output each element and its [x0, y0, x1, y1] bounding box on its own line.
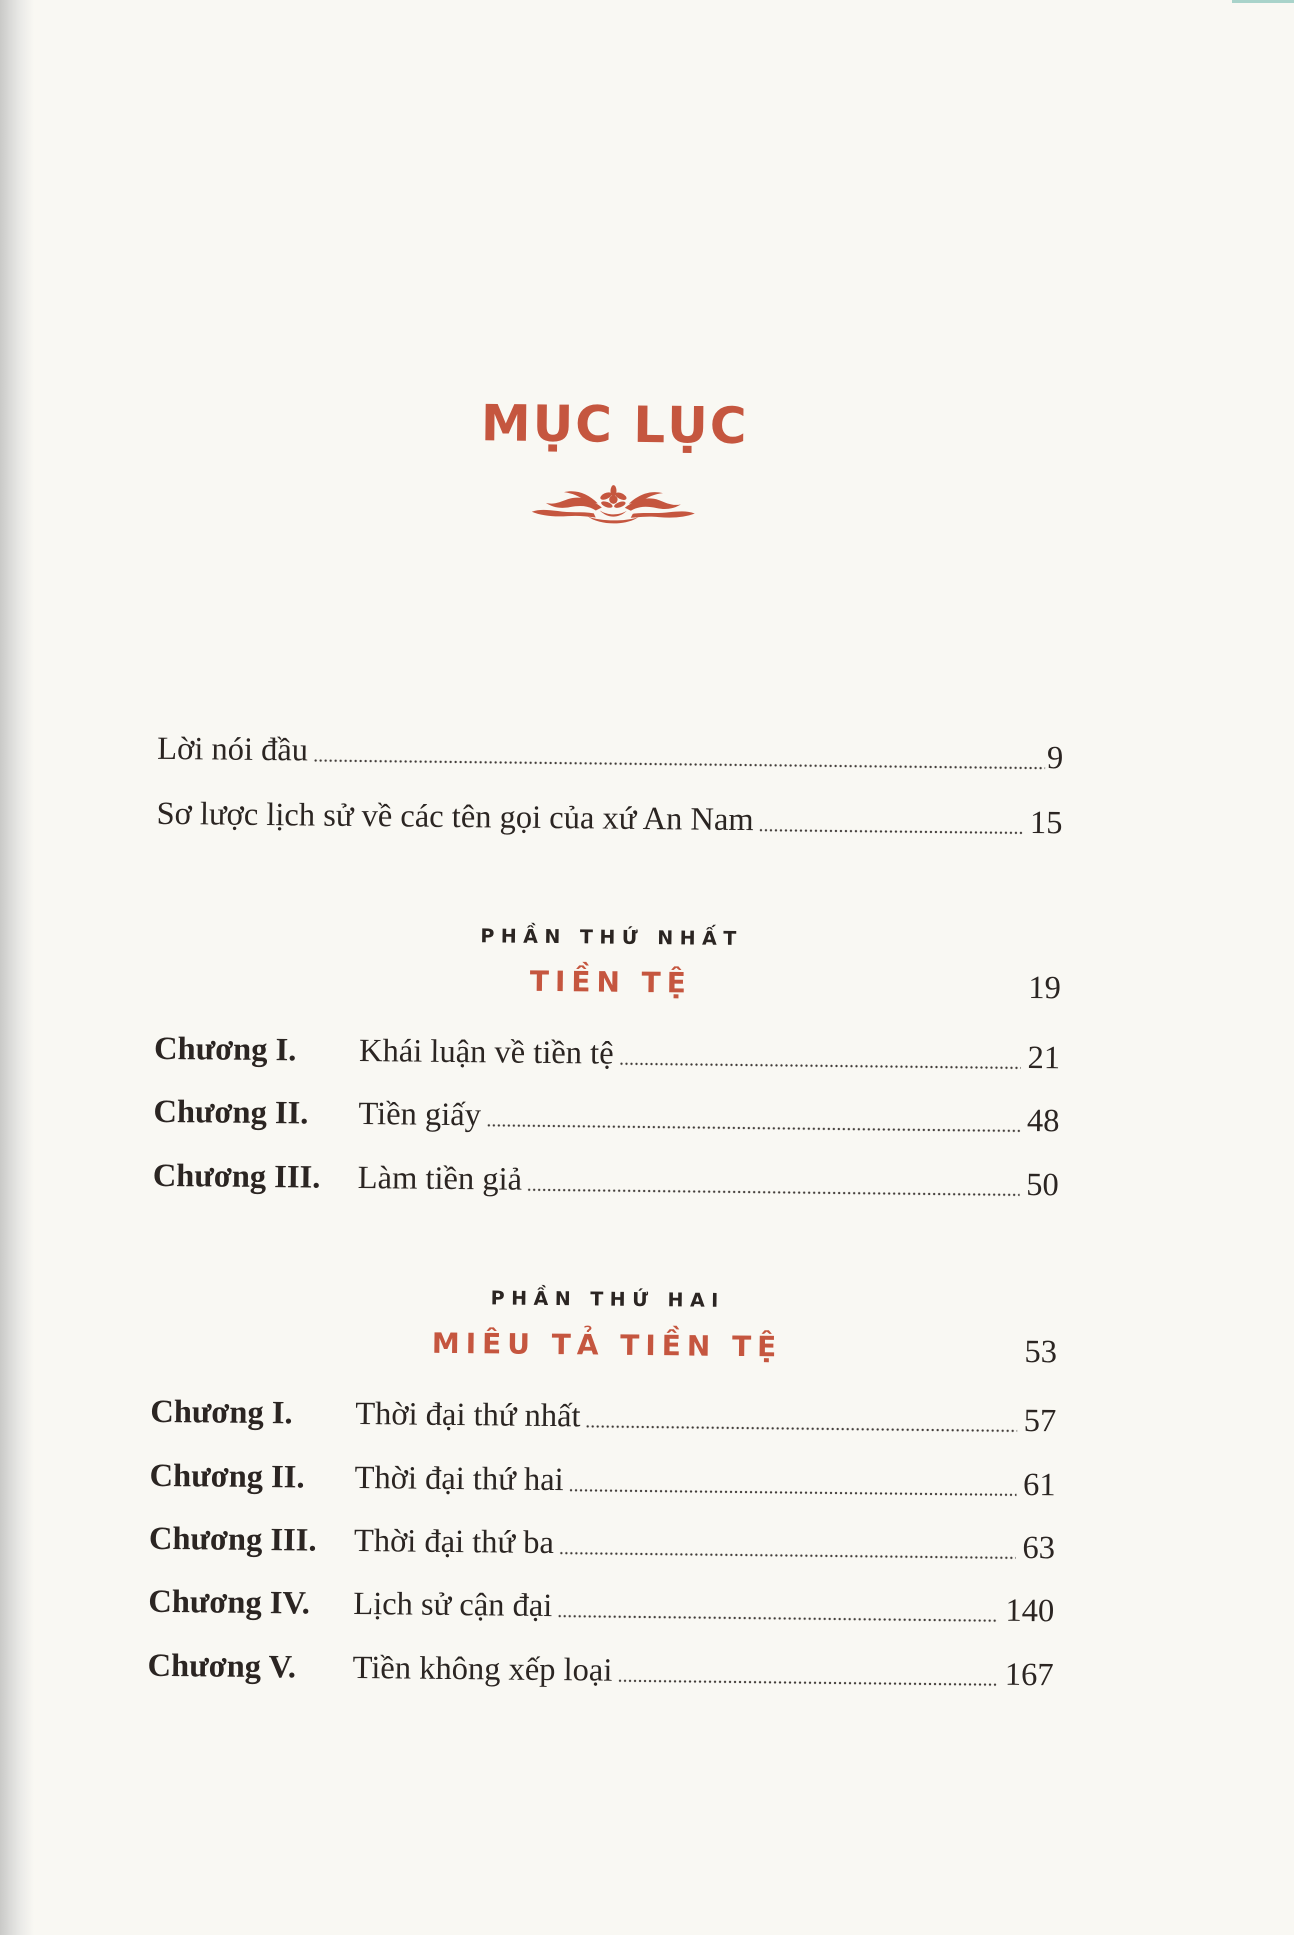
toc-entry [148, 1582, 1054, 1631]
page-number: 63 [1022, 1529, 1056, 1567]
toc-entry [149, 1456, 1055, 1505]
page-number: 48 [1026, 1102, 1060, 1140]
page-number: 167 [1004, 1656, 1054, 1694]
chapter-label: Chương V. [147, 1647, 297, 1686]
part-title: TIỀN TỆ [529, 964, 693, 1000]
toc-entry [153, 1092, 1059, 1141]
top-edge-mark [1232, 0, 1294, 3]
toc-entry [149, 1519, 1055, 1568]
dot-leader [617, 1651, 998, 1695]
toc-entry [154, 1029, 1060, 1078]
page-number: 61 [1022, 1466, 1056, 1504]
page-number: 140 [1005, 1592, 1055, 1630]
chapter-label: Chương II. [153, 1093, 309, 1132]
dot-leader [313, 730, 1045, 778]
dot-leader [559, 1523, 1016, 1568]
floral-ornament-icon [530, 483, 697, 530]
chapter-label: Chương IV. [148, 1583, 311, 1622]
toc-entry [150, 1392, 1056, 1441]
entry-title: Sơ lược lịch sử về các tên gọi của xứ An Nam [156, 795, 754, 839]
toc-entry [156, 794, 1062, 843]
page-number: 9 [1046, 740, 1064, 777]
entry-title: Khái luận về tiền tệ [358, 1032, 614, 1072]
chapter-label: Chương I. [150, 1393, 293, 1432]
part-label: PHẦN THỨ HAI [490, 1287, 725, 1312]
dot-leader [618, 1034, 1020, 1078]
dot-leader [557, 1586, 999, 1631]
entry-title: Lời nói đầu [157, 730, 309, 769]
page-number: 50 [1026, 1166, 1059, 1204]
page-number: 21 [1027, 1039, 1061, 1077]
dot-leader [585, 1396, 1017, 1441]
part-label: PHẦN THỨ NHẤT [480, 925, 743, 951]
chapter-label: Chương III. [148, 1520, 317, 1559]
chapter-label: Chương II. [149, 1457, 305, 1496]
toc-entry [153, 1156, 1059, 1205]
toc-entry [147, 1646, 1053, 1695]
entry-title: Làm tiền giả [357, 1159, 523, 1198]
page-number: 15 [1029, 805, 1063, 842]
part-title: MIÊU TẢ TIỀN TỆ [431, 1326, 783, 1364]
dot-leader [568, 1460, 1016, 1505]
dot-leader [758, 800, 1023, 843]
dot-leader [527, 1160, 1020, 1205]
chapter-label: Chương I. [153, 1030, 297, 1069]
dot-leader [486, 1095, 1020, 1141]
entry-title: Thời đại thứ nhất [355, 1395, 581, 1435]
page-number: 57 [1023, 1402, 1057, 1440]
part-page-number: 53 [1024, 1333, 1058, 1371]
toc-title: MỤC LỤC [480, 394, 749, 456]
entry-title: Tiền không xếp loại [352, 1649, 613, 1689]
entry-title: Tiền giấy [358, 1095, 482, 1134]
part-page-number: 19 [1028, 969, 1061, 1007]
chapter-label: Chương III. [152, 1157, 321, 1196]
entry-title: Thời đại thứ ba [353, 1522, 555, 1562]
entry-title: Lịch sử cận đại [353, 1585, 553, 1625]
toc-entry [157, 729, 1063, 778]
entry-title: Thời đại thứ hai [354, 1459, 564, 1499]
table-of-contents [112, 355, 1106, 1725]
page-edge-shadow [0, 0, 34, 1935]
